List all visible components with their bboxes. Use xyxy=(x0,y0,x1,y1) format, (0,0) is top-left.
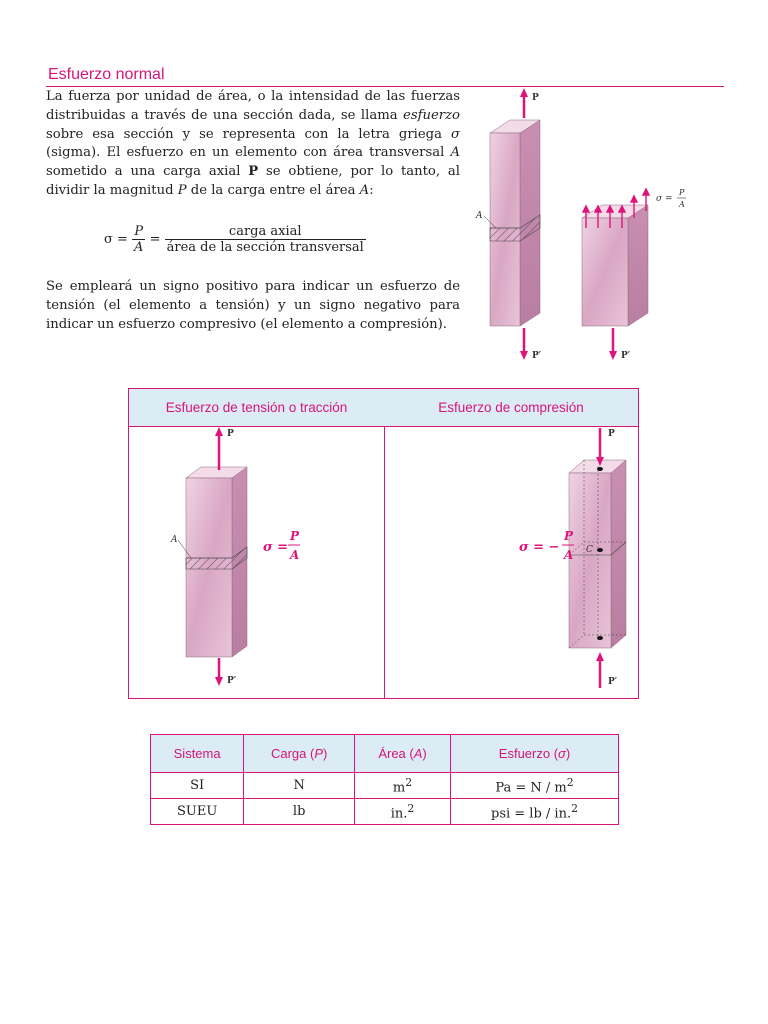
tension-arrow-down-head xyxy=(215,677,223,686)
intro-text-5: se obtiene, por lo tanto, al dividir la magnitud xyxy=(46,164,460,198)
intro-text-3: (sigma). El esfuerzo en un elemento con área transversal xyxy=(46,145,451,161)
cell-area: in.$^2$ xyxy=(355,799,451,825)
intro-P-it: P xyxy=(177,182,187,198)
header-sistema: Sistema xyxy=(151,735,244,773)
cell-area: $m^2$ xyxy=(355,773,451,799)
cell-system: SI xyxy=(151,773,244,799)
compression-formula xyxy=(514,426,614,698)
formula-word-fraction xyxy=(165,224,366,255)
intro-P-bold: P xyxy=(248,164,259,180)
stress-comparison-box xyxy=(128,388,639,699)
intro-sigma: σ xyxy=(450,126,460,142)
tension-label-P: P xyxy=(227,429,234,439)
compression-label-C: C xyxy=(586,545,593,555)
table-row xyxy=(151,799,619,825)
compression-label-Pprime: P′ xyxy=(608,677,618,687)
cell-system: SUEU xyxy=(151,799,244,825)
tension-label-A: A xyxy=(171,535,178,545)
compression-sigma-label: σ = − xyxy=(519,540,560,555)
formula-den: A xyxy=(134,240,144,255)
formula-word-num: carga axial xyxy=(228,224,302,239)
top-frac-den: A xyxy=(679,200,685,209)
formula-num: P xyxy=(134,224,144,239)
top-right-label-Pprime: P′ xyxy=(621,351,631,361)
top-label-A: A xyxy=(476,211,483,221)
intro-text-4: sometido a una carga axial xyxy=(46,164,249,180)
header-area: Área (A) xyxy=(355,735,451,773)
top-label-sigma: σ = xyxy=(656,194,673,204)
cell-stress: psi = lb / in.$^2$ xyxy=(451,799,619,825)
compression-label-P: P xyxy=(608,429,615,439)
formula-lhs: σ = xyxy=(104,232,128,247)
tension-den: A xyxy=(290,548,300,562)
intro-A1: A xyxy=(450,145,460,161)
top-arrow-up-head xyxy=(520,88,528,97)
closing-paragraph: Se empleará un signo positivo para indicar un esfuerzo de tensión (el elemento a tensión) y un signo negativo para indicar un esfuerzo compresivo (el elemento a compresión). xyxy=(46,279,460,332)
table-row xyxy=(151,773,619,799)
units-table xyxy=(150,734,619,825)
top-label-Pprime: P′ xyxy=(532,351,542,361)
top-figure-diagram xyxy=(470,88,720,373)
compression-den: A xyxy=(564,548,574,562)
top-label-P: P xyxy=(532,93,539,103)
intro-text-2: sobre esa sección y se representa con la letra griega xyxy=(46,126,451,142)
section-title: Esfuerzo normal xyxy=(48,66,165,83)
formula-fraction xyxy=(132,224,145,255)
tension-label-Pprime: P′ xyxy=(227,676,237,686)
cell-load: N xyxy=(244,773,355,799)
right-prism xyxy=(582,205,648,326)
cell-load: lb xyxy=(244,799,355,825)
cell-stress: $Pa = N / m^2$ xyxy=(451,773,619,799)
title-rule xyxy=(46,86,724,87)
stress-formula xyxy=(104,224,404,266)
tension-prism xyxy=(186,467,247,657)
left-prism xyxy=(490,120,540,326)
tension-num: P xyxy=(290,529,300,543)
intro-text-6: de la carga entre el área xyxy=(186,182,360,198)
formula-eq: = xyxy=(149,232,161,247)
tension-arrow-up-head xyxy=(215,427,223,436)
top-right-arrow-down-head xyxy=(609,351,617,360)
header-esfuerzo: Esfuerzo (σ) xyxy=(451,735,619,773)
tension-diagram xyxy=(129,426,383,698)
top-frac-num: P xyxy=(679,188,685,197)
units-table-header-row xyxy=(151,735,619,773)
intro-paragraph xyxy=(46,88,460,201)
intro-text-7: : xyxy=(369,182,374,198)
intro-em: esfuerzo xyxy=(403,107,460,123)
header-compression: Esfuerzo de compresión xyxy=(384,389,638,427)
formula-word-den: área de la sección transversal xyxy=(166,240,364,255)
tension-sigma: σ = xyxy=(263,540,289,555)
intro-A2: A xyxy=(359,182,370,198)
top-arrow-down-head xyxy=(520,351,528,360)
compression-num: P xyxy=(564,529,574,543)
header-tension: Esfuerzo de tensión o tracción xyxy=(129,389,385,427)
header-carga: Carga (P) xyxy=(244,735,355,773)
intro-text-1: La fuerza por unidad de área, o la intensidad de las fuerzas distribuidas a través de una sección dada, se llama xyxy=(46,89,460,123)
